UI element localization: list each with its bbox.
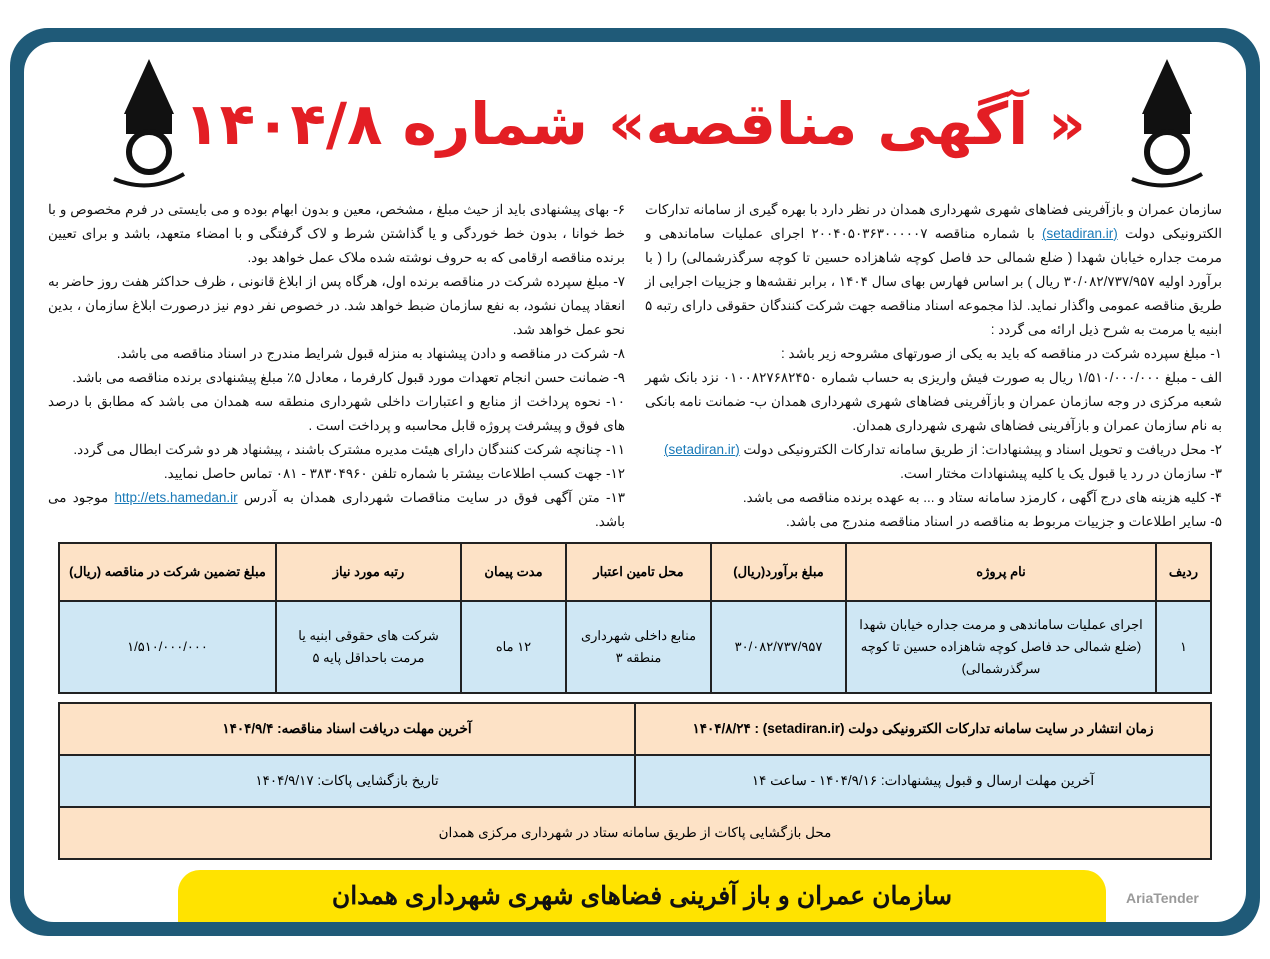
col-header: محل تامین اعتبار [566, 543, 711, 601]
paragraph: ۱۱- چنانچه شرکت کنندگان دارای هیئت مدیره مشترک باشند ، پیشنهاد هر دو شرکت ابطال می گردد. [73, 442, 625, 457]
text-columns [48, 198, 1222, 534]
bid-deadline: آخرین مهلت ارسال و قبول پیشنهادات: ۱۴۰۴/۹/۱۶ - ساعت ۱۴ [635, 755, 1211, 807]
paragraph: سازمان عمران و بازآفرینی فضاهای شهری شهرداری همدان در نظر دارد با بهره گیری از سامانه تدارکات الکترونیکی دولت [645, 202, 1222, 241]
paragraph: ۱۰- نحوه پرداخت از منابع و اعتبارات داخلی شهرداری منطقه سه همدان می باشد که مطابق با درصد های فوق و پیشرفت پروژه قابل محاسبه و پرداخت است . [48, 394, 625, 433]
ets-link[interactable]: http://ets.hamedan.ir [114, 490, 238, 505]
paragraph: ۳- سازمان در رد یا قبول یک یا کلیه پیشنهادات مختار است. [900, 466, 1222, 481]
page-title: « آگهی مناقصه» شماره ۱۴۰۴/۸ [184, 90, 1086, 158]
table-header-row [59, 543, 1211, 601]
cell-estimate: ۳۰/۰۸۲/۷۳۷/۹۵۷ [711, 601, 846, 693]
col-header: ردیف [1156, 543, 1211, 601]
setadiran-link[interactable]: (setadiran.ir) [663, 442, 740, 457]
right-column [645, 198, 1222, 534]
paragraph: ۹- ضمانت حسن انجام تعهدات مورد قبول کارفرما ، معادل ۵٪ مبلغ پیشنهادی برنده مناقصه می باشد. [72, 370, 625, 385]
table-row [59, 601, 1211, 693]
cell-guarantee: ۱/۵۱۰/۰۰۰/۰۰۰ [59, 601, 276, 693]
publish-date: زمان انتشار در سایت سامانه تدارکات الکترونیکی دولت (setadiran.ir) : ۱۴۰۴/۸/۲۴ [635, 703, 1211, 755]
cell-funding: منابع داخلی شهرداری منطقه ۳ [566, 601, 711, 693]
cell-grade: شرکت های حقوقی ابنیه یا مرمت باحداقل پایه ۵ [276, 601, 461, 693]
paragraph: ۵- سایر اطلاعات و جزییات مربوط به مناقصه در اسناد مناقصه مندرج می باشد. [786, 514, 1222, 529]
watermark: AriaTender [1126, 890, 1199, 906]
paragraph: ۱۳- متن آگهی فوق در سایت مناقصات شهرداری همدان به آدرس [243, 490, 625, 505]
paragraph: ۴- کلیه هزینه های درج آگهی ، کارمزد سامانه ستاد و ... به عهده برنده مناقصه می باشد. [742, 490, 1222, 505]
doc-deadline: آخرین مهلت دریافت اسناد مناقصه: ۱۴۰۴/۹/۴ [59, 703, 635, 755]
col-header: مدت پیمان [461, 543, 566, 601]
paragraph: ۲- محل دریافت و تحویل اسناد و پیشنهادات: از طریق سامانه تدارکات الکترونیکی دولت [743, 442, 1222, 457]
notice-body [24, 42, 1246, 922]
paragraph: موجود می باشد. [48, 490, 625, 529]
paragraph: ۷- مبلغ سپرده شرکت در مناقصه برنده اول، هرگاه پس از ابلاغ قانونی ، ظرف حداکثر هفت روز حاضر به انعقاد پیمان نشود، به نفع سازمان ضبط خواهد شد. در خصوص نفر دوم نیز درصورت ابلاغ سازمان ، بدین نحو عمل خواهد شد. [48, 274, 625, 337]
municipality-logo [1122, 54, 1212, 194]
bottom-bar [48, 870, 1222, 922]
paragraph: الف - مبلغ ۱/۵۱۰/۰۰۰/۰۰۰ ریال به صورت فیش واریزی به حساب شماره ۰۱۰۰۸۲۷۶۸۲۴۵۰ نزد بانک شهر شعبه مرکزی در وجه سازمان عمران و بازآفرینی فضاهای شهری شهرداری همدان ب- ضمانت نامه بانکی به نام سازمان عمران و بازآفرینی فضاهای شهری شهرداری همدان. [645, 370, 1222, 433]
tender-table [58, 542, 1212, 694]
footer-organization: سازمان عمران و باز آفرینی فضاهای شهری شهرداری همدان [178, 870, 1106, 922]
cell-project-name: اجرای عملیات ساماندهی و مرمت جداره خیابان شهدا (ضلع شمالی حد فاصل کوچه شاهزاده حسین تا کوچه سرگذرشمالی) [846, 601, 1156, 693]
col-header: نام پروژه [846, 543, 1156, 601]
opening-place: محل بازگشایی پاکات از طریق سامانه ستاد در شهرداری مرکزی همدان [59, 807, 1211, 859]
col-header: مبلغ برآورد(ریال) [711, 543, 846, 601]
header [48, 54, 1222, 194]
left-column [48, 198, 625, 534]
col-header: رتبه مورد نیاز [276, 543, 461, 601]
paragraph: ۸- شرکت در مناقصه و دادن پیشنهاد به منزله قبول شرایط مندرج در اسناد مناقصه می باشد. [116, 346, 625, 361]
dates-table [58, 702, 1212, 860]
municipality-logo [104, 54, 194, 194]
paragraph: با شماره مناقصه ۲۰۰۴۰۵۰۳۶۳۰۰۰۰۰۷ اجرای عملیات ساماندهی و مرمت جداره خیابان شهدا ( ضلع شمالی حد فاصل کوچه شاهزاده حسین تا کوچه سرگذرشمالی) را ( با برآورد اولیه ۳۰/۰۸۲/۷۳۷/۹۵۷ ریال ) بر اساس فهارس بهای سال ۱۴۰۴ ، برابر نقشه‌ها و جزییات اجرایی از طریق مناقصه عمومی واگذار نماید. لذا مجموعه اسناد مناقصه جهت شرکت کنندگان حقوقی دارای رتبه ۵ ابنیه یا مرمت به شرح ذیل ارائه می گردد : [645, 226, 1222, 337]
col-header: مبلغ تضمین شرکت در مناقصه (ریال) [59, 543, 276, 601]
cell-duration: ۱۲ ماه [461, 601, 566, 693]
paragraph: ۶- بهای پیشنهادی باید از حیث مبلغ ، مشخص، معین و بدون ابهام بوده و می بایستی در فرم مخصوص و با خط خوانا ، بدون خط خوردگی و یا گذاشتن شرط و لاک گرفتگی و با امضاء متعهد، باشد و برای تعیین برنده مناقصه ارقامی که به حروف نوشته شده ملاک عمل خواهد بود. [48, 202, 625, 265]
paragraph: ۱۲- جهت کسب اطلاعات بیشتر با شماره تلفن ۳۸۳۰۴۹۶۰ - ۰۸۱ تماس حاصل نمایید. [163, 466, 625, 481]
outer-frame [10, 28, 1260, 936]
setadiran-link[interactable]: (setadiran.ir) [1041, 226, 1118, 241]
paragraph: ۱- مبلغ سپرده شرکت در مناقصه که باید به یکی از صورتهای مشروحه زیر باشد : [781, 346, 1222, 361]
opening-date: تاریخ بازگشایی پاکات: ۱۴۰۴/۹/۱۷ [59, 755, 635, 807]
cell-row-number: ۱ [1156, 601, 1211, 693]
